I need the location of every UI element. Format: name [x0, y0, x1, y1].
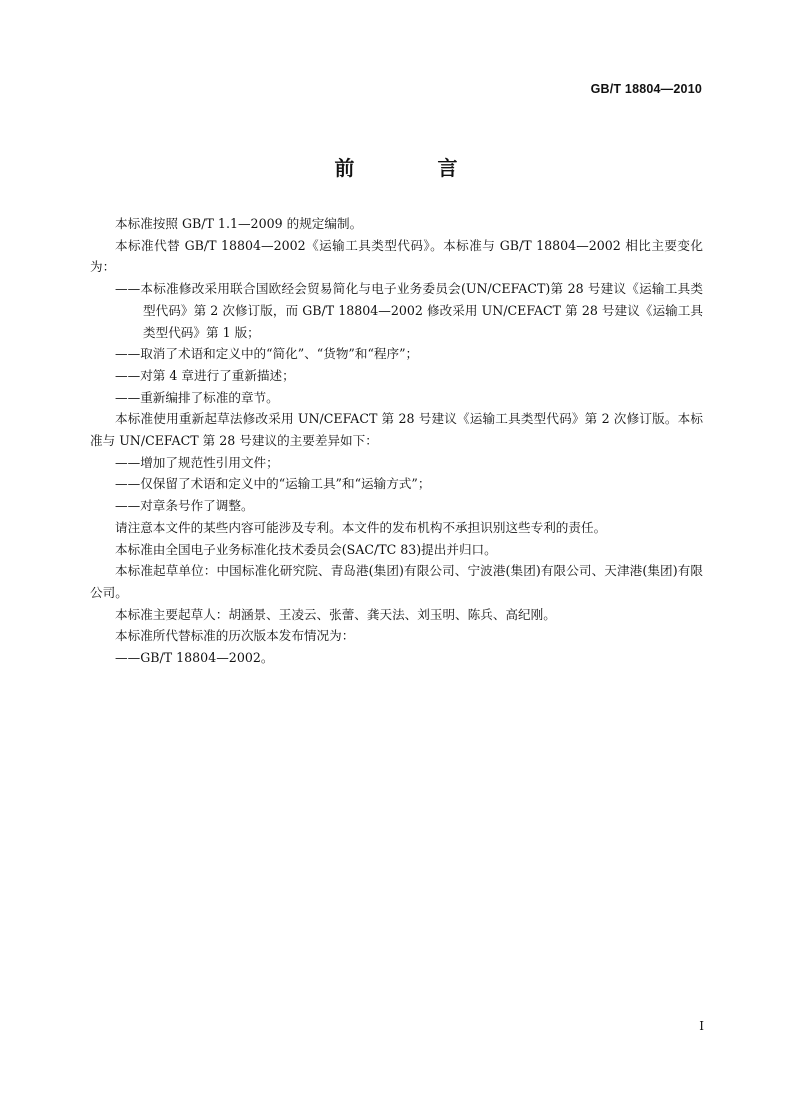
- foreword-body: [90, 213, 703, 669]
- list-item: ——仅保留了术语和定义中的“运输工具”和“运输方式”；: [115, 476, 431, 492]
- paragraph-proposed-by: 本标准由全国电子业务标准化技术委员会(SAC/TC 83)提出并归口。: [115, 541, 497, 557]
- page-number: I: [699, 1019, 704, 1033]
- list-item: ——GB/T 18804—2002。: [115, 650, 274, 666]
- list-item: ——重新编排了标准的章节。: [115, 389, 279, 405]
- list-item: ——取消了术语和定义中的“简化”、“货物”和“程序”；: [115, 346, 419, 362]
- paragraph-adoption: 本标准使用重新起草法修改采用 UN/CEFACT 第 28 号建议《运输工具类型代码》第 2 次修订版。本标准与 UN/CEFACT 第 28 号建议的主要差异如下：: [90, 411, 703, 449]
- paragraph-drafters: 本标准主要起草人：胡涵景、王凌云、张蕾、龚天法、刘玉明、陈兵、高纪刚。: [115, 606, 556, 622]
- paragraph-drafting-rules: 本标准按照 GB/T 1.1—2009 的规定编制。: [115, 216, 363, 231]
- list-item: ——对章条号作了调整。: [115, 498, 254, 514]
- paragraph-history: 本标准所代替标准的历次版本发布情况为：: [115, 628, 355, 644]
- standard-number: GB/T 18804—2010: [590, 82, 702, 96]
- page-title: 前 言: [334, 156, 496, 180]
- paragraph-patent-notice: 请注意本文件的某些内容可能涉及专利。本文件的发布机构不承担识别这些专利的责任。: [115, 519, 607, 535]
- list-item: ——对第 4 章进行了重新描述；: [115, 367, 295, 383]
- list-item: ——本标准修改采用联合国欧经会贸易简化与电子业务委员会(UN/CEFACT)第 28 号建议《运输工具类型代码》第 2 次修订版，而 GB/T 18804—2002 修改采用 UN/CEFACT 第 28 号建议《运输工具类型代码》第 1 版；: [115, 281, 703, 340]
- paragraph-drafting-units: 本标准起草单位：中国标准化研究院、青岛港(集团)有限公司、宁波港(集团)有限公司、天津港(集团)有限公司。: [90, 563, 703, 600]
- paragraph-replaces: 本标准代替 GB/T 18804—2002《运输工具类型代码》。本标准与 GB/T 18804—2002 相比主要变化为：: [90, 237, 703, 275]
- list-item: ——增加了规范性引用文件；: [115, 454, 279, 470]
